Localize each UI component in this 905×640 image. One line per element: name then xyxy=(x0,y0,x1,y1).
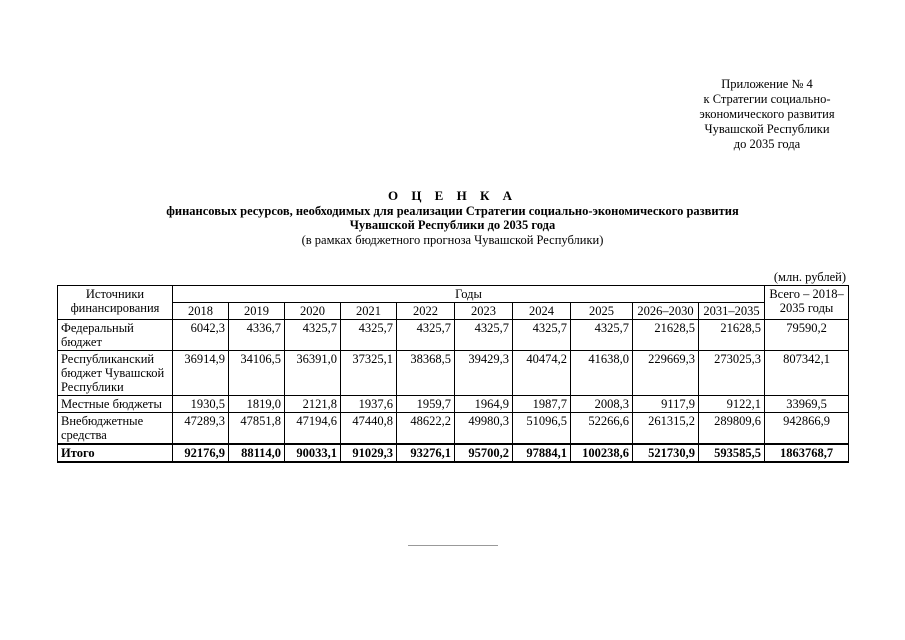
row-source: Республиканский бюджет Чувашской Республики xyxy=(58,351,173,396)
cell-value: 261315,2 xyxy=(633,413,699,445)
year-header: 2026–2030 xyxy=(633,303,699,320)
row-source: Федеральный бюджет xyxy=(58,320,173,351)
cell-value: 4325,7 xyxy=(397,320,455,351)
cell-value: 9117,9 xyxy=(633,396,699,413)
appendix-line: Приложение № 4 xyxy=(721,77,813,91)
header-row xyxy=(58,286,849,303)
total-value: 100238,6 xyxy=(571,444,633,462)
cell-value: 1987,7 xyxy=(513,396,571,413)
year-header: 2019 xyxy=(229,303,285,320)
total-value: 97884,1 xyxy=(513,444,571,462)
total-header: Всего – 2018–2035 годы xyxy=(765,286,849,320)
cell-value: 1937,6 xyxy=(341,396,397,413)
appendix-line: до 2035 года xyxy=(733,137,801,151)
cell-value: 6042,3 xyxy=(173,320,229,351)
cell-value: 47851,8 xyxy=(229,413,285,445)
row-source: Внебюджетные средства xyxy=(58,413,173,445)
cell-value: 1964,9 xyxy=(455,396,513,413)
appendix-line: Чувашской Республики xyxy=(704,122,830,136)
table-row xyxy=(58,351,849,396)
cell-total: 33969,5 xyxy=(765,396,849,413)
cell-value: 1959,7 xyxy=(397,396,455,413)
cell-value: 4325,7 xyxy=(571,320,633,351)
cell-value: 9122,1 xyxy=(699,396,765,413)
document-subtitle: финансовых ресурсов, необходимых для реализации Стратегии социально-экономического развития xyxy=(166,203,739,218)
cell-total: 79590,2 xyxy=(765,320,849,351)
cell-value: 38368,5 xyxy=(397,351,455,396)
total-value: 88114,0 xyxy=(229,444,285,462)
cell-value: 41638,0 xyxy=(571,351,633,396)
unit-label: (млн. рублей) xyxy=(773,270,846,284)
cell-value: 51096,5 xyxy=(513,413,571,445)
total-value: 92176,9 xyxy=(173,444,229,462)
cell-value: 2008,3 xyxy=(571,396,633,413)
appendix-line: экономического развития xyxy=(699,107,835,121)
cell-value: 49980,3 xyxy=(455,413,513,445)
cell-value: 36391,0 xyxy=(285,351,341,396)
total-value: 90033,1 xyxy=(285,444,341,462)
grand-total: 1863768,7 xyxy=(765,444,849,462)
year-header: 2022 xyxy=(397,303,455,320)
estimate-table xyxy=(57,285,849,463)
cell-value: 34106,5 xyxy=(229,351,285,396)
cell-value: 289809,6 xyxy=(699,413,765,445)
source-header: Источники финансирования xyxy=(58,286,173,320)
total-value: 593585,5 xyxy=(699,444,765,462)
document-subtitle-cont: Чувашской Республики до 2035 года xyxy=(349,218,556,232)
cell-value: 21628,5 xyxy=(699,320,765,351)
cell-value: 4336,7 xyxy=(229,320,285,351)
appendix-note xyxy=(662,77,872,152)
cell-value: 21628,5 xyxy=(633,320,699,351)
row-source: Местные бюджеты xyxy=(58,396,173,413)
cell-value: 2121,8 xyxy=(285,396,341,413)
appendix-line: к Стратегии социально- xyxy=(703,92,831,106)
year-header: 2020 xyxy=(285,303,341,320)
year-header: 2023 xyxy=(455,303,513,320)
cell-value: 47194,6 xyxy=(285,413,341,445)
table-row xyxy=(58,396,849,413)
table-row xyxy=(58,320,849,351)
total-value: 93276,1 xyxy=(397,444,455,462)
document-heading xyxy=(60,189,845,247)
cell-value: 4325,7 xyxy=(341,320,397,351)
cell-value: 4325,7 xyxy=(513,320,571,351)
year-header: 2031–2035 xyxy=(699,303,765,320)
years-row xyxy=(58,303,849,320)
cell-value: 1930,5 xyxy=(173,396,229,413)
total-value: 95700,2 xyxy=(455,444,513,462)
cell-value: 37325,1 xyxy=(341,351,397,396)
year-header: 2024 xyxy=(513,303,571,320)
total-label: Итого xyxy=(58,444,173,462)
year-header: 2021 xyxy=(341,303,397,320)
cell-value: 52266,6 xyxy=(571,413,633,445)
cell-value: 273025,3 xyxy=(699,351,765,396)
footer-divider xyxy=(408,545,498,546)
total-value: 521730,9 xyxy=(633,444,699,462)
cell-value: 47289,3 xyxy=(173,413,229,445)
cell-value: 229669,3 xyxy=(633,351,699,396)
document-title: О Ц Е Н К А xyxy=(387,188,518,203)
cell-value: 48622,2 xyxy=(397,413,455,445)
total-value: 91029,3 xyxy=(341,444,397,462)
table-row xyxy=(58,413,849,445)
cell-total: 807342,1 xyxy=(765,351,849,396)
years-header: Годы xyxy=(173,286,765,303)
cell-value: 4325,7 xyxy=(285,320,341,351)
cell-value: 1819,0 xyxy=(229,396,285,413)
cell-value: 47440,8 xyxy=(341,413,397,445)
cell-value: 36914,9 xyxy=(173,351,229,396)
cell-value: 40474,2 xyxy=(513,351,571,396)
cell-value: 39429,3 xyxy=(455,351,513,396)
year-header: 2025 xyxy=(571,303,633,320)
total-row xyxy=(58,444,849,462)
cell-value: 4325,7 xyxy=(455,320,513,351)
document-note: (в рамках бюджетного прогноза Чувашской Республики) xyxy=(301,232,604,247)
year-header: 2018 xyxy=(173,303,229,320)
cell-total: 942866,9 xyxy=(765,413,849,445)
